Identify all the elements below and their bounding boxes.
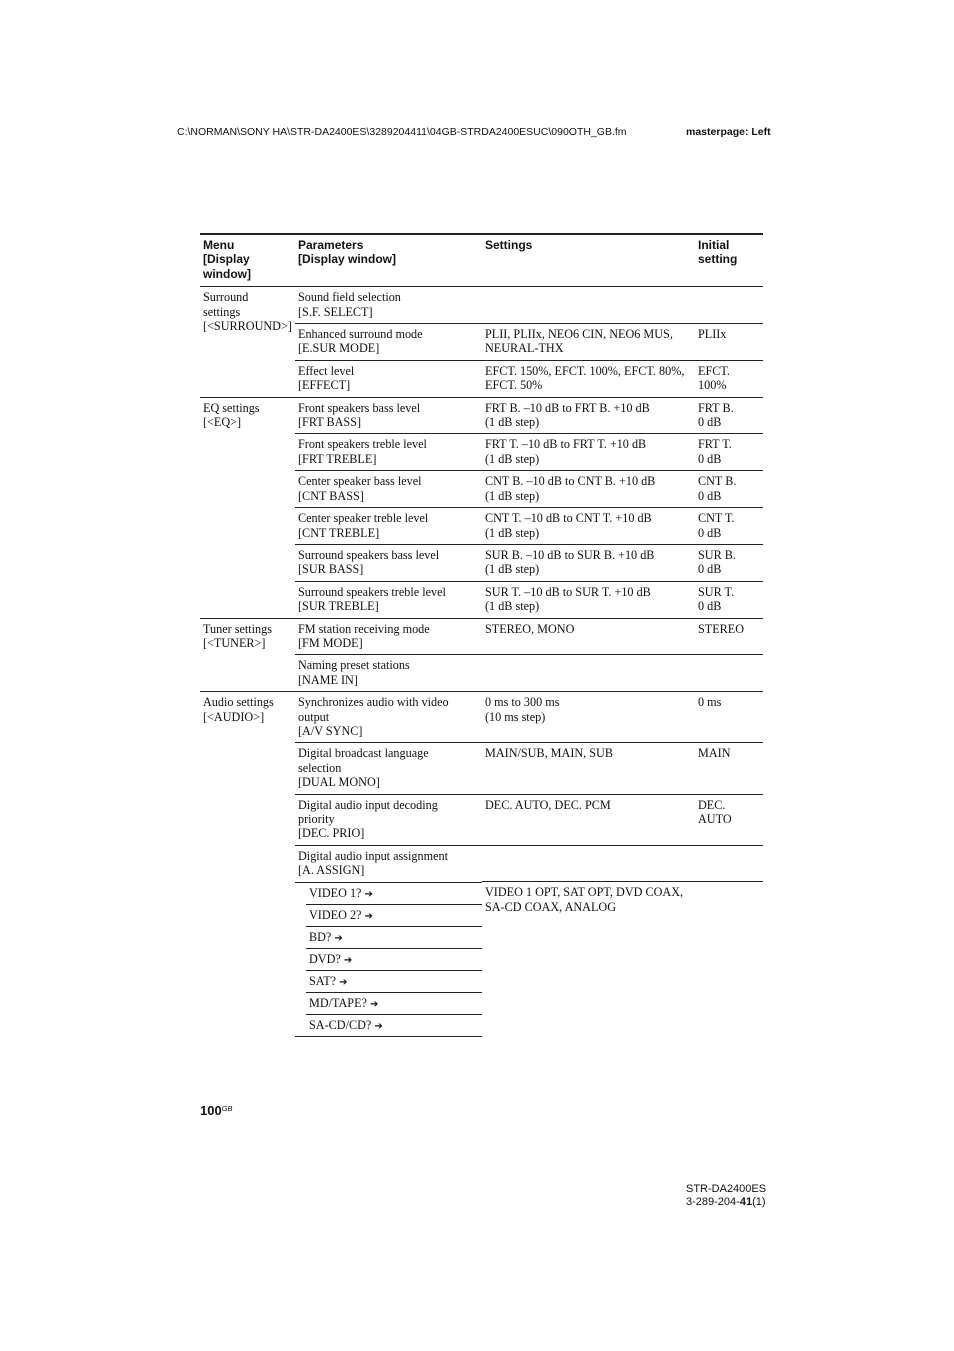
header-menu [200,234,295,287]
table-row [200,618,763,655]
cell-line: [<TUNER>] [203,635,266,650]
part-number-bold: 41 [739,1195,753,1208]
header-initial-setting [695,234,763,287]
cell-line: PLII, PLIIx, NEO6 CIN, NEO6 MUS, [485,327,673,342]
initial-cell [695,692,763,743]
cell-line: Sound field selection [298,290,401,305]
menu-audio [200,692,295,1036]
arrow-right-icon: ➔ [369,998,379,1010]
cell-line: [<EQ>] [203,415,242,430]
cell-line: window] [203,266,251,281]
initial-cell [695,324,763,361]
cell-line: Synchronizes audio with video [298,695,449,710]
cell-line: CNT T. –10 dB to CNT T. +10 dB [485,511,652,526]
param-cell [295,581,482,618]
arrow-right-icon: ➔ [334,932,343,944]
settings-table [200,233,763,1037]
cell-line: [CNT TREBLE] [298,525,380,540]
cell-line: VIDEO 1 OPT, SAT OPT, DVD COAX, [485,885,684,900]
assign-input [306,948,482,970]
cell-line: AUTO [698,812,732,826]
header-file-path: C:\NORMAN\SONY HA\STR-DA2400ES\3289204411\04GB-STRDA2400ESUC\090OTH_GB.fm [177,126,627,138]
cell-line: (1 dB step) [485,599,540,614]
assign-initial-cell [695,882,763,1037]
setting-cell [482,655,695,692]
param-cell [295,360,482,397]
assign-input [295,882,482,904]
assign-input-label: SA-CD/CD? [309,1017,372,1032]
cell-line: DEC. [698,797,726,812]
cell-line: [NAME IN] [298,672,358,687]
cell-line: Center speaker treble level [298,511,429,526]
cell-line: [A. ASSIGN] [298,863,365,878]
assign-input-label: SAT? [309,973,337,988]
assign-input-cell [295,882,482,904]
arrow-right-icon: ➔ [364,888,373,900]
cell-line: Digital audio input decoding [298,797,438,812]
param-cell [295,287,482,324]
cell-line: Front speakers treble level [298,437,427,452]
assign-input-cell [295,904,482,926]
cell-line: [A/V SYNC] [298,723,363,738]
cell-line: [FRT TREBLE] [298,451,377,466]
initial-cell [695,581,763,618]
cell-line: 0 ms to 300 ms [485,695,560,710]
cell-line: MAIN [698,746,731,761]
assign-input [306,904,482,926]
part-number-prefix: 3-289-204- [686,1195,740,1208]
cell-line: SUR T. –10 dB to SUR T. +10 dB [485,584,651,599]
cell-line: FRT T. –10 dB to FRT T. +10 dB [485,437,647,452]
cell-line: CNT B. –10 dB to CNT B. +10 dB [485,474,656,489]
cell-line: [SUR TREBLE] [298,599,379,614]
setting-cell [482,845,695,881]
param-cell [295,471,482,508]
cell-line: DEC. AUTO, DEC. PCM [485,797,611,812]
cell-line: (1 dB step) [485,451,540,466]
cell-line: setting [698,252,738,267]
cell-line: (1 dB step) [485,525,540,540]
cell-line: (1 dB step) [485,415,540,430]
cell-line: [SUR BASS] [298,562,364,577]
assign-input-cell [295,948,482,970]
cell-line: Surround speakers treble level [298,584,446,599]
cell-line: Center speaker bass level [298,474,422,489]
setting-cell [482,397,695,434]
part-number-suffix: (1) [752,1195,766,1208]
param-cell [295,397,482,434]
cell-line: 0 dB [698,415,722,430]
menu-surround [200,287,295,397]
initial-cell [695,845,763,881]
table-row [200,397,763,434]
initial-cell [695,618,763,655]
cell-line: [FM MODE] [298,635,363,650]
param-cell [295,434,482,471]
cell-line: 0 dB [698,488,722,503]
cell-line: PLIIx [698,327,727,342]
cell-line: STEREO [698,621,745,636]
cell-line: [E.SUR MODE] [298,341,380,356]
cell-line: SUR T. [698,584,735,599]
initial-cell [695,794,763,845]
setting-cell [482,692,695,743]
cell-line: [DUAL MONO] [298,775,380,790]
cell-line: Front speakers bass level [298,400,421,415]
cell-line: SUR B. –10 dB to SUR B. +10 dB [485,547,655,562]
assign-input-cell [295,926,482,948]
page-number-suffix: GB [221,1104,233,1113]
initial-cell [695,743,763,794]
cell-line: settings [203,304,241,319]
cell-line: Surround [203,290,249,305]
param-cell [295,743,482,794]
cell-line: SA-CD COAX, ANALOG [485,899,617,914]
cell-line: STEREO, MONO [485,621,575,636]
cell-line: [CNT BASS] [298,488,364,503]
cell-line: Audio settings [203,695,274,710]
assign-input-cell [295,992,482,1014]
arrow-right-icon: ➔ [364,910,373,922]
cell-line: Tuner settings [203,621,272,636]
cell-line: 0 ms [698,695,722,710]
setting-cell [482,324,695,361]
cell-line: 0 dB [698,599,722,614]
setting-cell [482,287,695,324]
assign-input-label: MD/TAPE? [309,995,367,1010]
param-cell [295,324,482,361]
menu-eq [200,397,295,618]
setting-cell [482,618,695,655]
param-cell [295,618,482,655]
cell-line: [Display window] [298,252,397,267]
assign-input [306,926,482,948]
table-row [200,287,763,324]
cell-line: Enhanced surround mode [298,327,423,342]
initial-cell [695,544,763,581]
assign-input [306,1014,482,1036]
header-parameters [295,234,482,287]
cell-line: SUR B. [698,547,736,562]
setting-cell [482,794,695,845]
cell-line: [EFFECT] [298,378,351,393]
table-row [200,692,763,743]
setting-cell [482,508,695,545]
assign-input-label: VIDEO 2? [309,907,362,922]
header-settings: Settings [482,234,695,287]
cell-line: selection [298,760,342,775]
cell-line: Menu [203,238,235,252]
setting-cell [482,360,695,397]
initial-cell [695,471,763,508]
initial-cell [695,508,763,545]
model-name: STR-DA2400ES [686,1183,767,1195]
cell-line: [DEC. PRIO] [298,826,365,841]
cell-line: EFCT. [698,363,730,378]
cell-line: Effect level [298,363,355,378]
cell-line: CNT B. [698,474,737,489]
cell-line: FRT B. [698,400,734,415]
assign-input [306,992,482,1014]
part-number [686,1196,766,1209]
setting-cell [482,581,695,618]
cell-line: [<SURROUND>] [203,319,292,334]
cell-line: Digital audio input assignment [298,848,448,863]
cell-line: 0 dB [698,525,722,540]
setting-cell [482,743,695,794]
cell-line: Surround speakers bass level [298,547,440,562]
cell-line: Parameters [298,238,364,252]
cell-line: FM station receiving mode [298,621,430,636]
param-cell [295,655,482,692]
menu-tuner [200,618,295,692]
cell-line: EFCT. 150%, EFCT. 100%, EFCT. 80%, [485,363,685,378]
setting-cell [482,434,695,471]
param-cell [295,692,482,743]
cell-line: Initial [698,238,730,252]
assign-input-label: VIDEO 1? [309,885,362,900]
arrow-right-icon: ➔ [339,976,348,988]
cell-line: 100% [698,378,727,393]
cell-line: Digital broadcast language [298,746,429,761]
param-cell [295,508,482,545]
cell-line: FRT T. [698,437,732,452]
cell-line: MAIN/SUB, MAIN, SUB [485,746,613,761]
assign-input-cell [295,1014,482,1037]
assign-setting-cell [482,882,695,1037]
page-number [200,1103,233,1118]
page-number-value: 100 [200,1103,222,1118]
cell-line: [FRT BASS] [298,415,362,430]
initial-cell [695,360,763,397]
cell-line: (10 ms step) [485,709,546,724]
cell-line: (1 dB step) [485,488,540,503]
cell-line: EFCT. 50% [485,378,543,393]
cell-line: 0 dB [698,562,722,577]
assign-input [306,970,482,992]
param-cell [295,794,482,845]
cell-line: output [298,709,330,724]
cell-line: Naming preset stations [298,658,410,673]
cell-line: [<AUDIO>] [203,709,265,724]
setting-cell [482,471,695,508]
assign-input-label: BD? [309,929,332,944]
header-masterpage: masterpage: Left [686,126,771,138]
cell-line: FRT B. –10 dB to FRT B. +10 dB [485,400,650,415]
model-code [686,1183,766,1208]
table-header-row [200,234,763,287]
initial-cell [695,655,763,692]
initial-cell [695,287,763,324]
cell-line: [S.F. SELECT] [298,304,373,319]
assign-input-cell [295,970,482,992]
arrow-right-icon: ➔ [374,1020,383,1032]
cell-line: priority [298,812,335,826]
cell-line: NEURAL-THX [485,341,564,356]
arrow-right-icon: ➔ [343,954,353,966]
initial-cell [695,397,763,434]
setting-cell [482,544,695,581]
assign-input-label: DVD? [309,951,341,966]
cell-line: (1 dB step) [485,562,540,577]
cell-line: 0 dB [698,451,722,466]
initial-cell [695,434,763,471]
param-cell [295,845,482,881]
cell-line: [Display [203,252,250,267]
cell-line: CNT T. [698,511,735,526]
param-cell [295,544,482,581]
cell-line: EQ settings [203,400,260,415]
